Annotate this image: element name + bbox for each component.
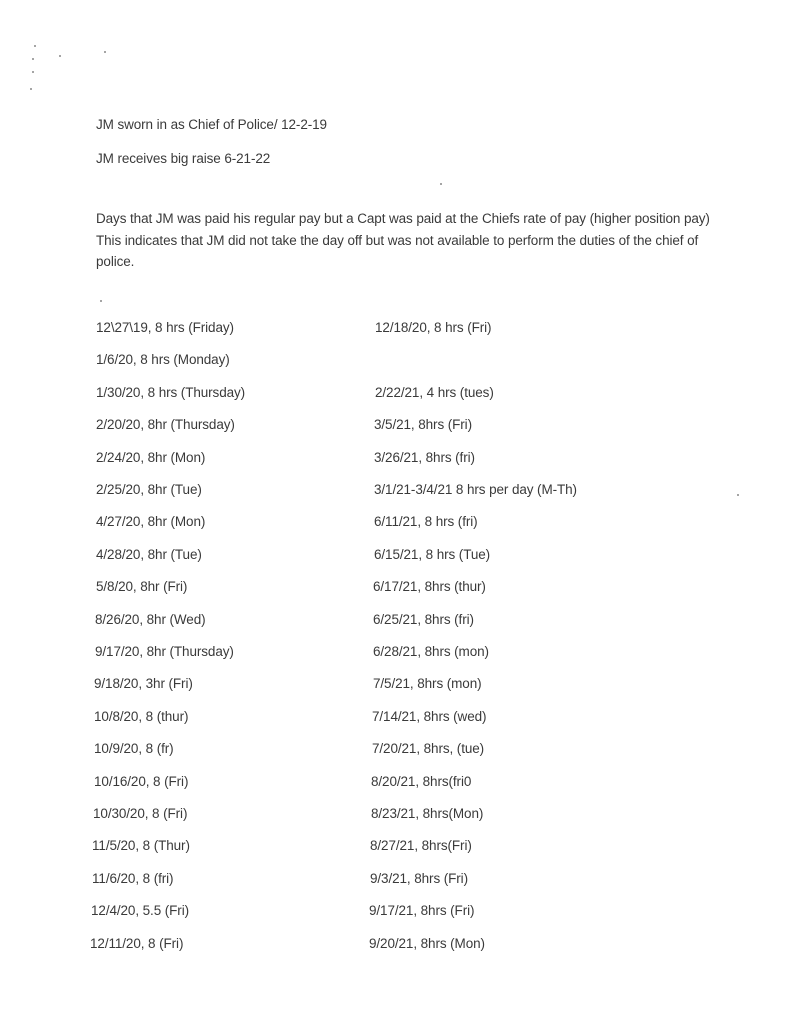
date-entry: 1/6/20, 8 hrs (Monday) bbox=[96, 352, 230, 367]
date-entry: 12/4/20, 5.5 (Fri) bbox=[91, 903, 189, 918]
date-entry: 6/28/21, 8hrs (mon) bbox=[373, 644, 489, 659]
scan-speck bbox=[440, 183, 442, 185]
scan-speck bbox=[100, 300, 102, 302]
scan-speck bbox=[34, 45, 36, 47]
date-entry: 8/20/21, 8hrs(fri0 bbox=[371, 774, 472, 789]
scan-speck bbox=[30, 88, 32, 90]
date-entry: 7/14/21, 8hrs (wed) bbox=[372, 709, 487, 724]
date-entry: 12/11/20, 8 (Fri) bbox=[90, 936, 184, 951]
date-entry: 11/6/20, 8 (fri) bbox=[92, 871, 174, 886]
date-entry: 10/30/20, 8 (Fri) bbox=[93, 806, 188, 821]
date-entry: 8/26/20, 8hr (Wed) bbox=[95, 612, 206, 627]
date-entry: 3/5/21, 8hrs (Fri) bbox=[374, 417, 472, 432]
date-entry: 7/20/21, 8hrs, (tue) bbox=[372, 741, 485, 756]
date-entry: 12\27\19, 8 hrs (Friday) bbox=[96, 320, 234, 335]
date-entry: 9/17/21, 8hrs (Fri) bbox=[369, 903, 475, 918]
date-entry: 10/16/20, 8 (Fri) bbox=[94, 774, 189, 789]
scan-speck bbox=[32, 58, 34, 60]
date-entry: 3/26/21, 8hrs (fri) bbox=[374, 450, 475, 465]
date-entry: 4/27/20, 8hr (Mon) bbox=[96, 514, 206, 529]
scan-speck bbox=[104, 51, 106, 53]
date-entry: 9/17/20, 8hr (Thursday) bbox=[95, 644, 234, 659]
date-entry: 2/24/20, 8hr (Mon) bbox=[96, 450, 206, 465]
date-entry: 6/17/21, 8hrs (thur) bbox=[373, 579, 486, 594]
scan-speck bbox=[59, 55, 61, 57]
date-entry: 12/18/20, 8 hrs (Fri) bbox=[375, 320, 492, 335]
date-entry: 10/9/20, 8 (fr) bbox=[94, 741, 174, 756]
date-entry: 2/25/20, 8hr (Tue) bbox=[96, 482, 202, 497]
date-entry: 6/11/21, 8 hrs (fri) bbox=[374, 514, 478, 529]
date-entry: 3/1/21-3/4/21 8 hrs per day (M-Th) bbox=[374, 482, 577, 497]
date-entry: 8/27/21, 8hrs(Fri) bbox=[370, 838, 472, 853]
date-entry: 9/18/20, 3hr (Fri) bbox=[94, 676, 193, 691]
date-entry: 8/23/21, 8hrs(Mon) bbox=[371, 806, 484, 821]
date-entry: 1/30/20, 8 hrs (Thursday) bbox=[96, 385, 246, 400]
date-entry: 6/15/21, 8 hrs (Tue) bbox=[374, 547, 491, 562]
sworn-in-line: JM sworn in as Chief of Police/ 12-2-19 bbox=[96, 117, 327, 132]
scan-speck bbox=[737, 494, 739, 496]
date-entry: 10/8/20, 8 (thur) bbox=[94, 709, 189, 724]
date-entry: 9/20/21, 8hrs (Mon) bbox=[369, 936, 485, 951]
date-entry: 2/20/20, 8hr (Thursday) bbox=[96, 417, 235, 432]
date-entry: 7/5/21, 8hrs (mon) bbox=[373, 676, 482, 691]
date-entry: 5/8/20, 8hr (Fri) bbox=[96, 579, 188, 594]
scan-speck bbox=[32, 71, 34, 73]
date-entry: 4/28/20, 8hr (Tue) bbox=[96, 547, 202, 562]
date-entry: 6/25/21, 8hrs (fri) bbox=[373, 612, 474, 627]
date-entry: 2/22/21, 4 hrs (tues) bbox=[375, 385, 494, 400]
raise-line: JM receives big raise 6-21-22 bbox=[96, 151, 271, 166]
date-entry: 9/3/21, 8hrs (Fri) bbox=[370, 871, 468, 886]
date-entry: 11/5/20, 8 (Thur) bbox=[92, 838, 190, 853]
intro-paragraph: Days that JM was paid his regular pay but a Capt was paid at the Chiefs rate of pay (higher position pay) This indicates that JM did not take the day off but was not available to perform the duties of the chief of police. bbox=[96, 211, 710, 269]
